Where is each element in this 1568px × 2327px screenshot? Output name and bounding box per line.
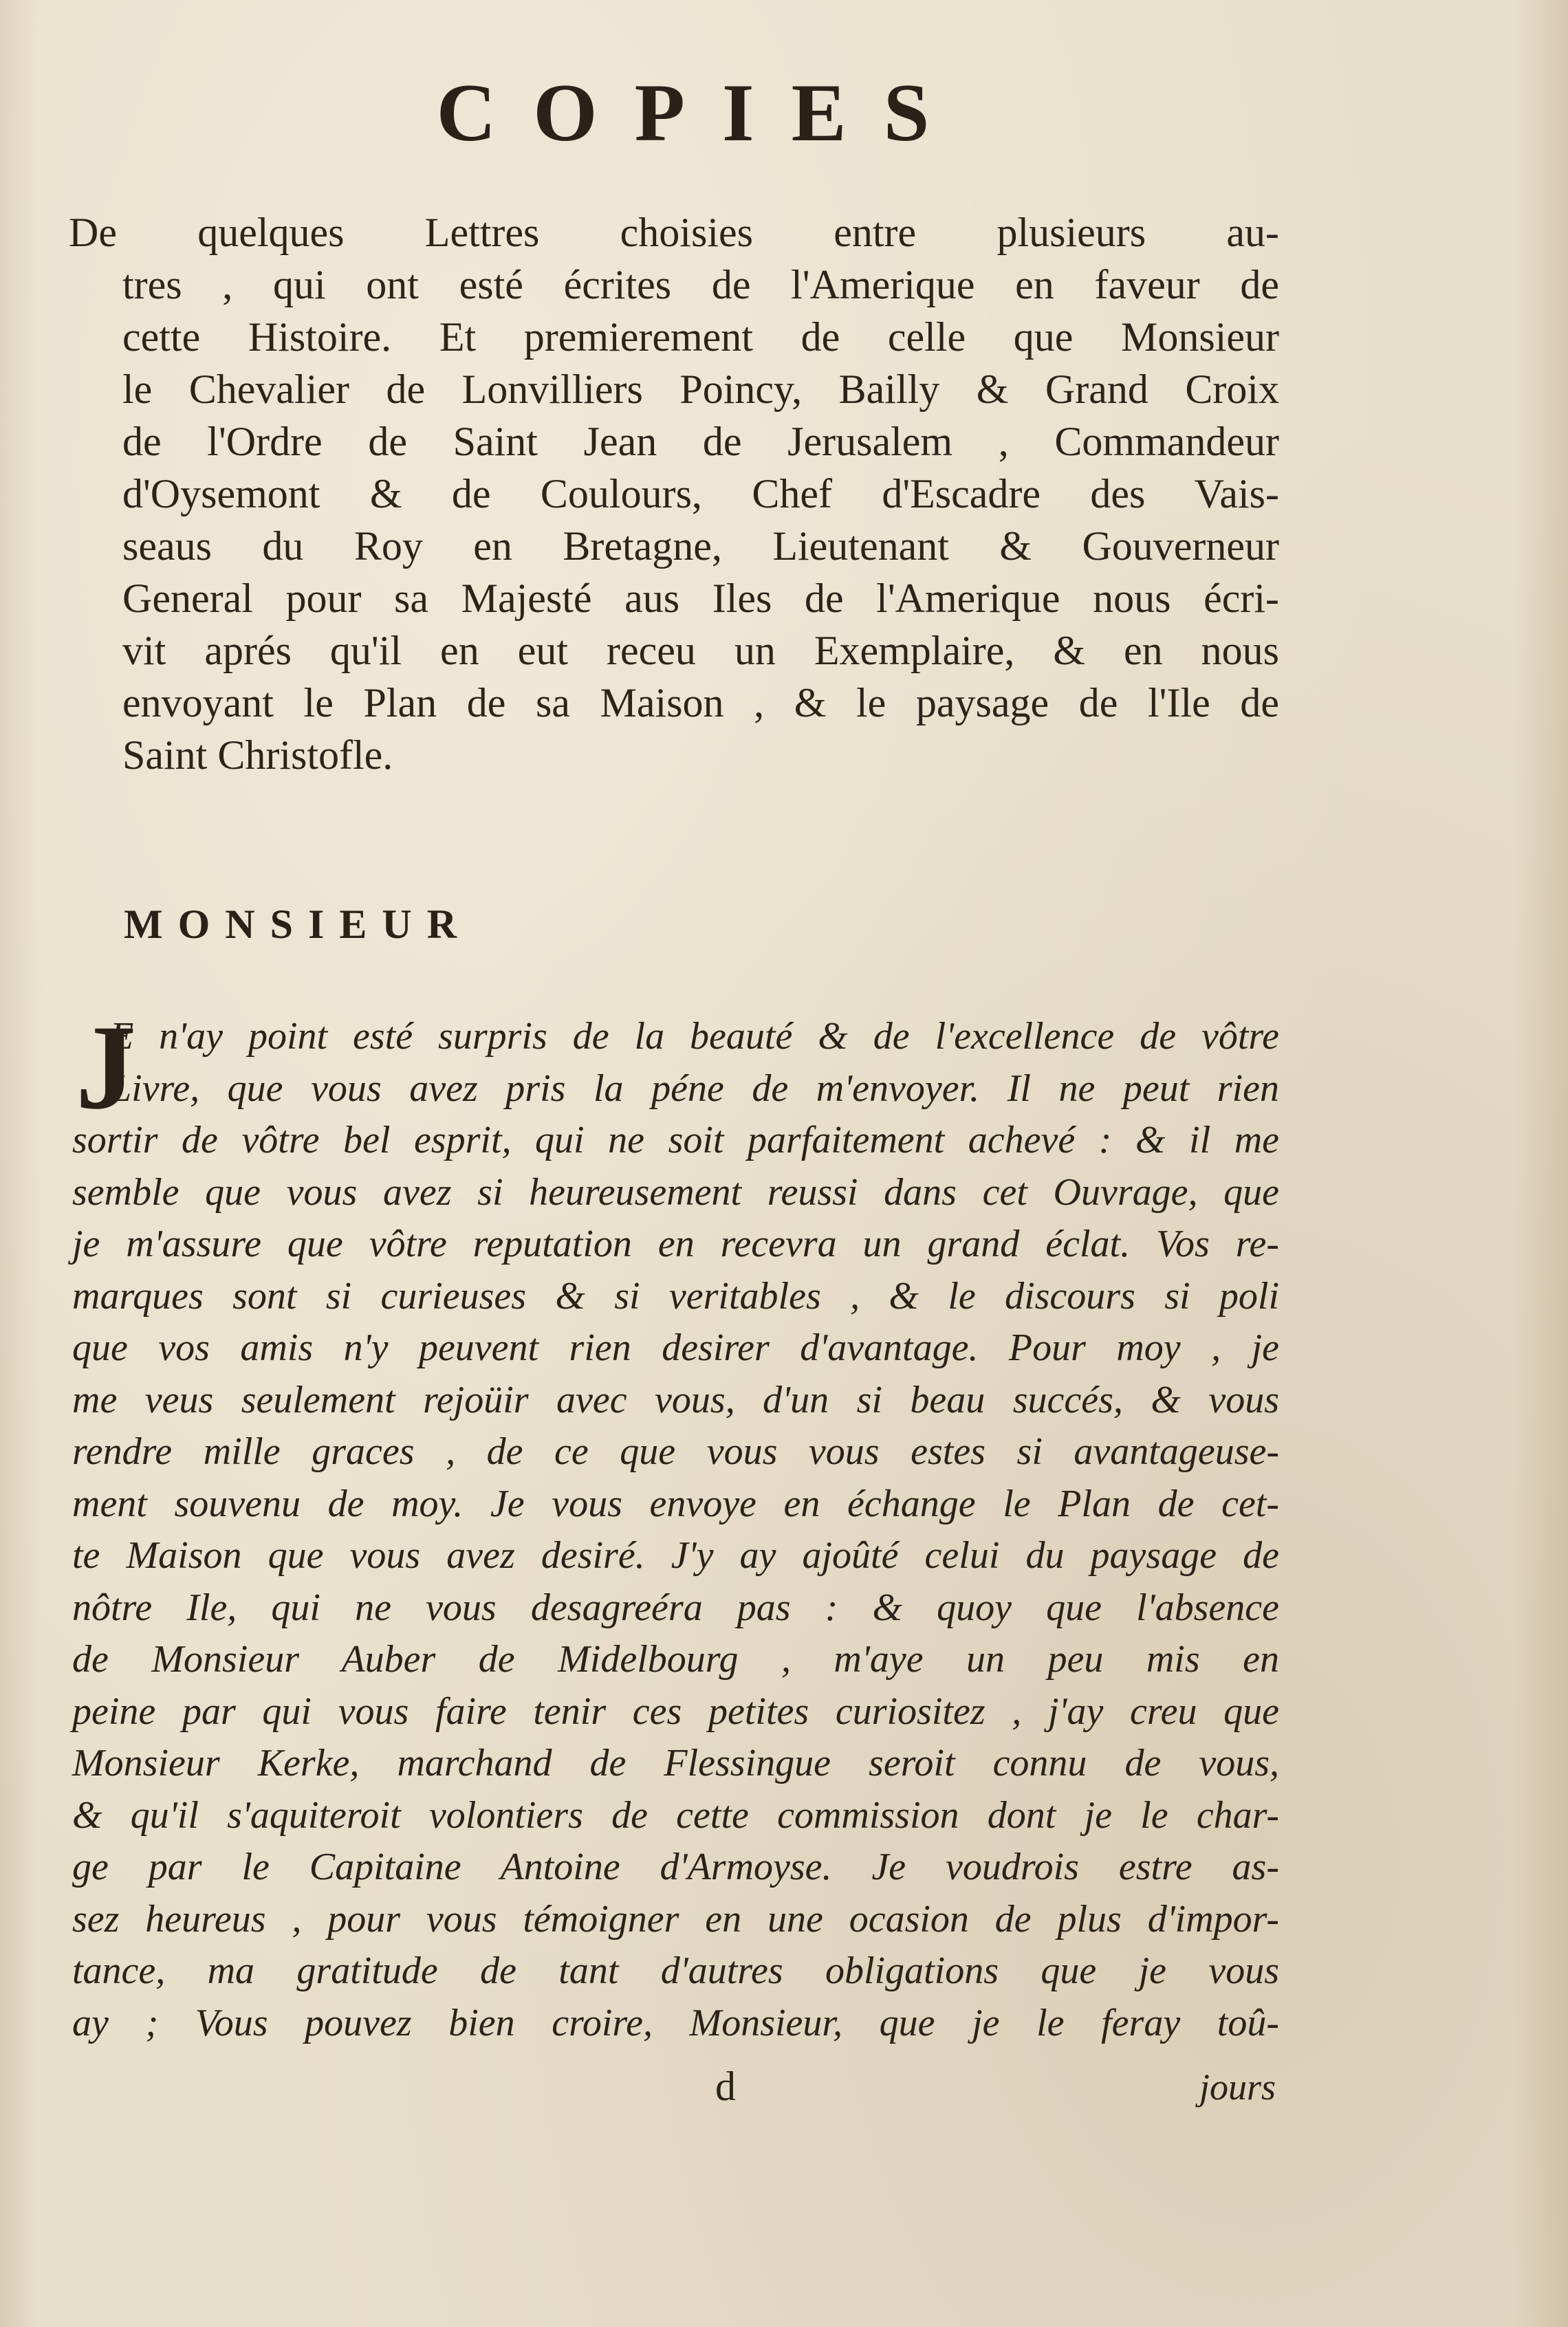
catchword: jours (1199, 2066, 1276, 2108)
signature-mark: d (715, 2064, 736, 2109)
letter-line: me veus seulement rejoüir avec vous, d'un si beau succés, & vous (72, 1378, 1279, 1421)
letter-line: te Maison que vous avez desiré. J'y ay ajoûté celui du paysage de (72, 1534, 1279, 1577)
letter-body (72, 1001, 1279, 2049)
letter-line: tance, ma gratitude de tant d'autres obligations que je vous (72, 1949, 1279, 1992)
letter-line: marques sont si curieuses & si veritables , & le discours si poli (72, 1274, 1279, 1318)
letter-line: sortir de vôtre bel esprit, qui ne soit parfaitement achevé : & il me (72, 1119, 1279, 1161)
letter-line: & qu'il s'aquiteroit volontiers de cette commission dont je le char- (72, 1793, 1279, 1837)
intro-line: d'Oysemont & de Coulours, Chef d'Escadre des Vais- (122, 471, 1279, 516)
letter-line: que vos amis n'y peuvent rien desirer d'avantage. Pour moy , je (72, 1326, 1279, 1369)
letter-line: sez heureus , pour vous témoigner en une ocasion de plus d'impor- (72, 1897, 1279, 1941)
letter-line: Monsieur Kerke, marchand de Flessingue seroit connu de vous, (72, 1742, 1279, 1784)
salutation: MONSIEUR (124, 902, 472, 947)
letter-line: peine par qui vous faire tenir ces petites curiositez , j'ay creu que (72, 1690, 1279, 1733)
intro-line: tres , qui ont esté écrites de l'Amerique en faveur de (122, 262, 1279, 307)
intro-line: General pour sa Majesté aus Iles de l'Amerique nous écri- (122, 576, 1279, 621)
running-head: COPIES (436, 67, 967, 158)
letter-line: rendre mille graces , de ce que vous vous estes si avantageuse- (72, 1430, 1279, 1473)
intro-line: seaus du Roy en Bretagne, Lieutenant & Gouverneur (122, 523, 1279, 569)
intro-line: le Chevalier de Lonvilliers Poincy, Bailly & Grand Croix (122, 367, 1279, 412)
intro-line: cette Histoire. Et premierement de celle que Monsieur (122, 314, 1279, 360)
letter-line: nôtre Ile, qui ne vous desagreéra pas : & quoy que l'absence (72, 1586, 1279, 1629)
intro-line: De quelques Lettres choisies entre plusieurs au- (69, 210, 1279, 255)
letter-line: E n'ay point esté surpris de la beauté & de l'excellence de vôtre (110, 1015, 1279, 1058)
letter-line: semble que vous avez si heureusement reussi dans cet Ouvrage, que (72, 1170, 1279, 1214)
intro-line: Saint Christofle. (122, 732, 393, 778)
intro-line: envoyant le Plan de sa Maison , & le paysage de l'Ile de (122, 680, 1279, 725)
letter-line: de Monsieur Auber de Midelbourg , m'aye un peu mis en (72, 1638, 1279, 1681)
intro-line: de l'Ordre de Saint Jean de Jerusalem , Commandeur (122, 419, 1279, 464)
letter-line: ay ; Vous pouvez bien croire, Monsieur, que je le feray toû- (72, 2001, 1279, 2044)
intro-line: vit aprés qu'il en eut receu un Exemplaire, & en nous (122, 628, 1279, 673)
letter-line: Livre, que vous avez pris la péne de m'envoyer. Il ne peut rien (110, 1067, 1279, 1110)
letter-line: je m'assure que vôtre reputation en recevra un grand éclat. Vos re- (72, 1223, 1279, 1265)
intro-paragraph (69, 206, 1279, 781)
drop-initial: J (76, 1001, 136, 1135)
letter-line: ment souvenu de moy. Je vous envoye en échange le Plan de cet- (72, 1482, 1279, 1525)
letter-line: ge par le Capitaine Antoine d'Armoyse. Je voudrois estre as- (72, 1846, 1279, 1888)
